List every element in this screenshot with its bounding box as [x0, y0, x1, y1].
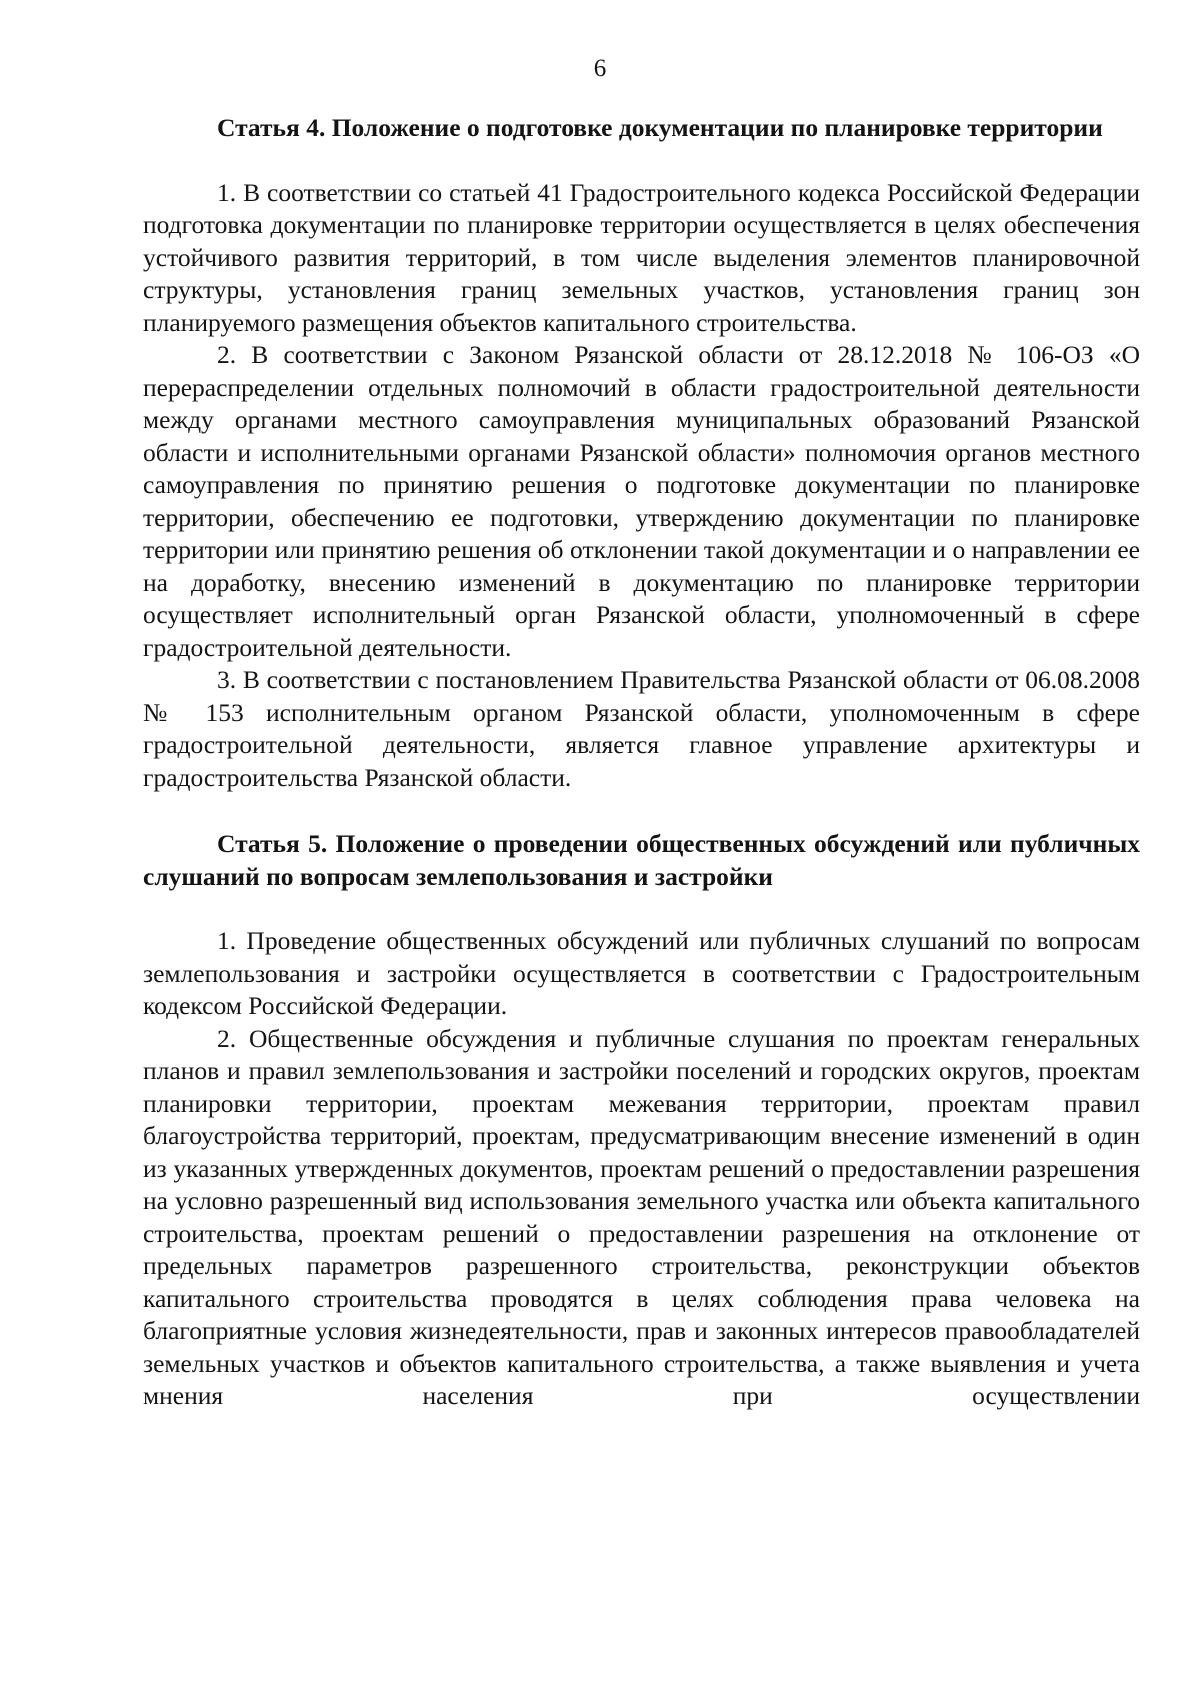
article-5-paragraph-2: 2. Общественные обсуждения и публичные слушания по проектам генеральных планов и правил землепользования и застройки поселений и городских округов, проектам планировки территории, проектам межевания территории, проектам правил благоустройства территорий, проектам, предусматривающим внесение изменений в один из указанных утвержденных документов, проектам решений о предоставлении разрешения на условно разрешенный вид использования земельного участка или объекта капитального строительства, проектам решений о предоставлении разрешения на отклонение от предельных параметров разрешенного строительства, реконструкции объектов капитального строительства проводятся в целях соблюдения права человека на благоприятные условия жизнедеятельности, прав и законных интересов правообладателей земельных участков и объектов капитального строительства, а также выявления и учета мнения населения при осуществлении — [143, 1023, 1140, 1410]
spacer — [143, 893, 1140, 925]
article-4-paragraph-3: 3. В соответствии с постановлением Правительства Рязанской области от 06.08.2008 № 153 исполнительным органом Рязанской области, уполномоченным в сфере градостроительной деятельности, является главное управление архитектуры и градостроительства Рязанской области. — [143, 665, 1140, 792]
spacer — [143, 145, 1140, 177]
article-5-title: Статья 5. Положение о проведении общественных обсуждений или публичных слушаний по вопросам землепользования и застройки — [143, 829, 1140, 891]
spacer — [143, 794, 1140, 828]
article-4-paragraph-1: 1. В соответствии со статьей 41 Градостроительного кодекса Российской Федерации подготовка документации по планировке территории осуществляется в целях обеспечения устойчивого развития территорий, в том числе выделения элементов планировочной структуры, установления границ земельных участков, установления границ зон планируемого размещения объектов капитального строительства. — [143, 177, 1140, 337]
page-number: 6 — [593, 55, 607, 82]
article-5-paragraph-1: 1. Проведение общественных обсуждений или публичных слушаний по вопросам землепользования и застройки осуществляется в соответствии с Градостроительным кодексом Российской Федерации. — [143, 926, 1140, 1020]
article-4-paragraph-2: 2. В соответствии с Законом Рязанской области от 28.12.2018 № 106-ОЗ «О перераспределении отдельных полномочий в области градостроительной деятельности между органами местного самоуправления муниципальных образований Рязанской области и исполнительными органами Рязанской области» полномочия органов местного самоуправления по принятию решения о подготовке документации по планировке территории, обеспечению ее подготовки, утверждению документации по планировке территории или принятию решения об отклонении такой документации и о направлении ее на доработку, внесению изменений в документацию по планировке территории осуществляет исполнительный орган Рязанской области, уполномоченный в сфере градостроительной деятельности. — [143, 340, 1140, 662]
article-4-title: Статья 4. Положение о подготовке документации по планировке территории — [217, 113, 1103, 142]
document-body — [143, 112, 1140, 1413]
